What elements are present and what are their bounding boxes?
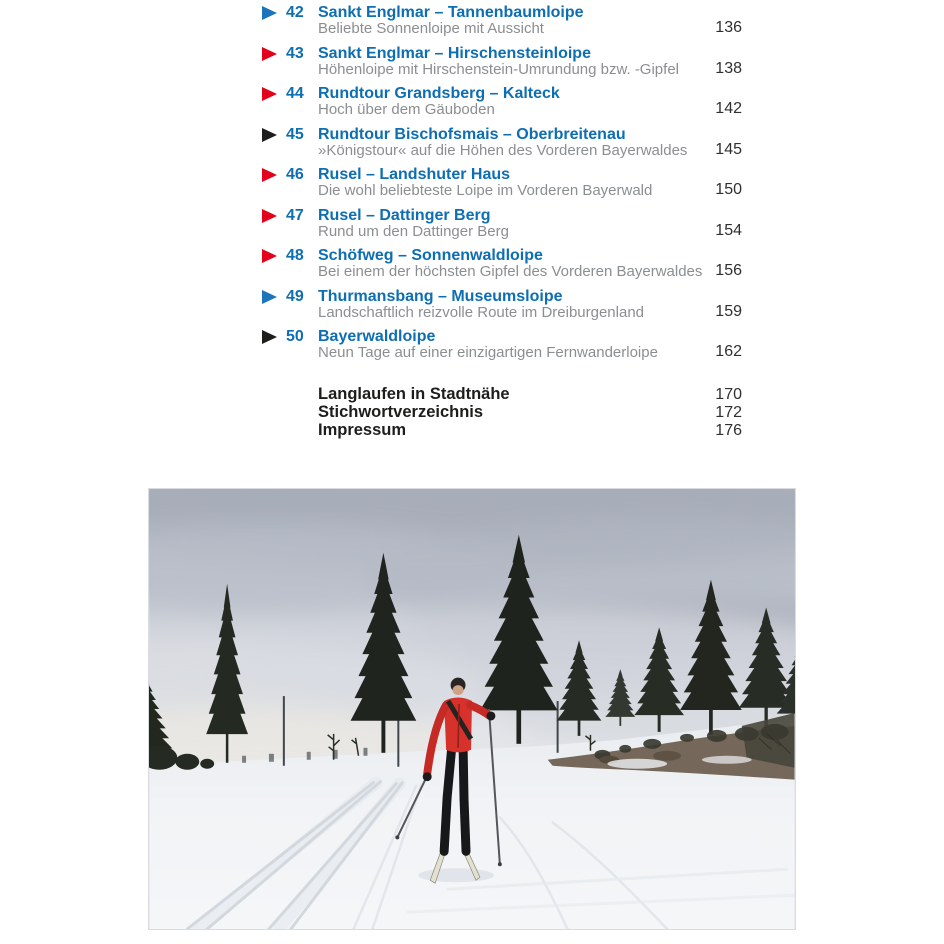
- backmatter-page-number: 176: [715, 422, 742, 439]
- route-page-number: 142: [715, 100, 742, 117]
- route-marker-triangle-icon: [262, 6, 277, 20]
- face: [453, 685, 464, 695]
- route-marker-triangle-icon: [262, 209, 277, 223]
- route-number: 43: [286, 44, 304, 62]
- toc-entry: [262, 85, 742, 119]
- toc-list: [262, 4, 742, 369]
- backmatter-label: Langlaufen in Stadtnähe: [318, 385, 510, 403]
- route-title: Rundtour Grandsberg – Kalteck: [318, 85, 560, 102]
- skier-photo: [148, 488, 796, 930]
- backmatter-label: Impressum: [318, 421, 407, 439]
- route-subtitle: Landschaftlich reizvolle Route im Dreiburgenland: [318, 303, 645, 321]
- route-title: Rusel – Dattinger Berg: [318, 206, 491, 224]
- route-subtitle: Bei einem der höchsten Gipfel des Vorderen Bayerwaldes: [318, 263, 703, 280]
- route-title: Schöfweg – Sonnenwaldloipe: [318, 247, 543, 264]
- toc-entry: [262, 288, 742, 322]
- backmatter-page-number: 170: [715, 386, 742, 403]
- route-subtitle: Hoch über dem Gäuboden: [318, 101, 495, 118]
- route-page-number: 150: [715, 181, 742, 198]
- backmatter-page-number: 172: [715, 404, 742, 421]
- toc-entry: [262, 45, 742, 79]
- skier-shadow: [418, 868, 494, 882]
- route-marker-triangle-icon: [262, 87, 277, 101]
- route-title: Sankt Englmar – Hirschensteinloipe: [318, 44, 591, 62]
- route-title: Bayerwaldloipe: [318, 328, 436, 345]
- route-marker-triangle-icon: [262, 290, 277, 304]
- backmatter-row: [262, 421, 742, 439]
- route-marker-triangle-icon: [262, 128, 277, 142]
- route-marker-triangle-icon: [262, 330, 277, 344]
- backmatter-label: Stichwortverzeichnis: [318, 403, 484, 421]
- toc-backmatter-list: [262, 385, 742, 439]
- toc-entry: [262, 207, 742, 241]
- glove-right: [486, 711, 495, 720]
- route-page-number: 138: [715, 59, 742, 77]
- toc-entry: [262, 126, 742, 160]
- route-marker-triangle-icon: [262, 47, 277, 61]
- route-number: 48: [286, 247, 304, 264]
- route-page-number: 159: [715, 302, 742, 320]
- glove-left: [423, 772, 432, 781]
- route-page-number: 154: [715, 221, 742, 239]
- route-marker-triangle-icon: [262, 168, 277, 182]
- route-number: 47: [286, 206, 304, 224]
- route-title: Sankt Englmar – Tannenbaumloipe: [318, 4, 584, 21]
- backmatter-row: [262, 403, 742, 421]
- backmatter-row: [262, 385, 742, 403]
- zipper: [458, 704, 459, 748]
- route-title: Thurmansbang – Museumsloipe: [318, 287, 563, 305]
- route-number: 44: [286, 85, 304, 102]
- route-number: 45: [286, 125, 304, 143]
- route-subtitle: Rund um den Dattinger Berg: [318, 222, 509, 240]
- route-page-number: 162: [715, 343, 742, 360]
- route-number: 49: [286, 287, 304, 305]
- toc-entry: [262, 166, 742, 200]
- route-subtitle: »Königstour« auf die Höhen des Vorderen Bayerwaldes: [318, 141, 688, 159]
- route-number: 46: [286, 166, 304, 183]
- toc-entry: [262, 247, 742, 281]
- route-title: Rundtour Bischofsmais – Oberbreitenau: [318, 125, 626, 143]
- route-subtitle: Beliebte Sonnenloipe mit Aussicht: [318, 20, 544, 37]
- route-subtitle: Die wohl beliebteste Loipe im Vorderen Bayerwald: [318, 182, 653, 199]
- route-page-number: 145: [715, 140, 742, 158]
- route-number: 50: [286, 328, 304, 345]
- route-page-number: 136: [715, 19, 742, 36]
- toc-entry: [262, 328, 742, 362]
- route-number: 42: [286, 4, 304, 21]
- toc-entry: [262, 4, 742, 38]
- route-subtitle: Neun Tage auf einer einzigartigen Fernwanderloipe: [318, 344, 658, 361]
- skier-photo-illustration: [149, 489, 795, 929]
- route-title: Rusel – Landshuter Haus: [318, 166, 511, 183]
- route-marker-triangle-icon: [262, 249, 277, 263]
- route-subtitle: Höhenloipe mit Hirschenstein-Umrundung bzw. -Gipfel: [318, 60, 679, 78]
- route-page-number: 156: [715, 262, 742, 279]
